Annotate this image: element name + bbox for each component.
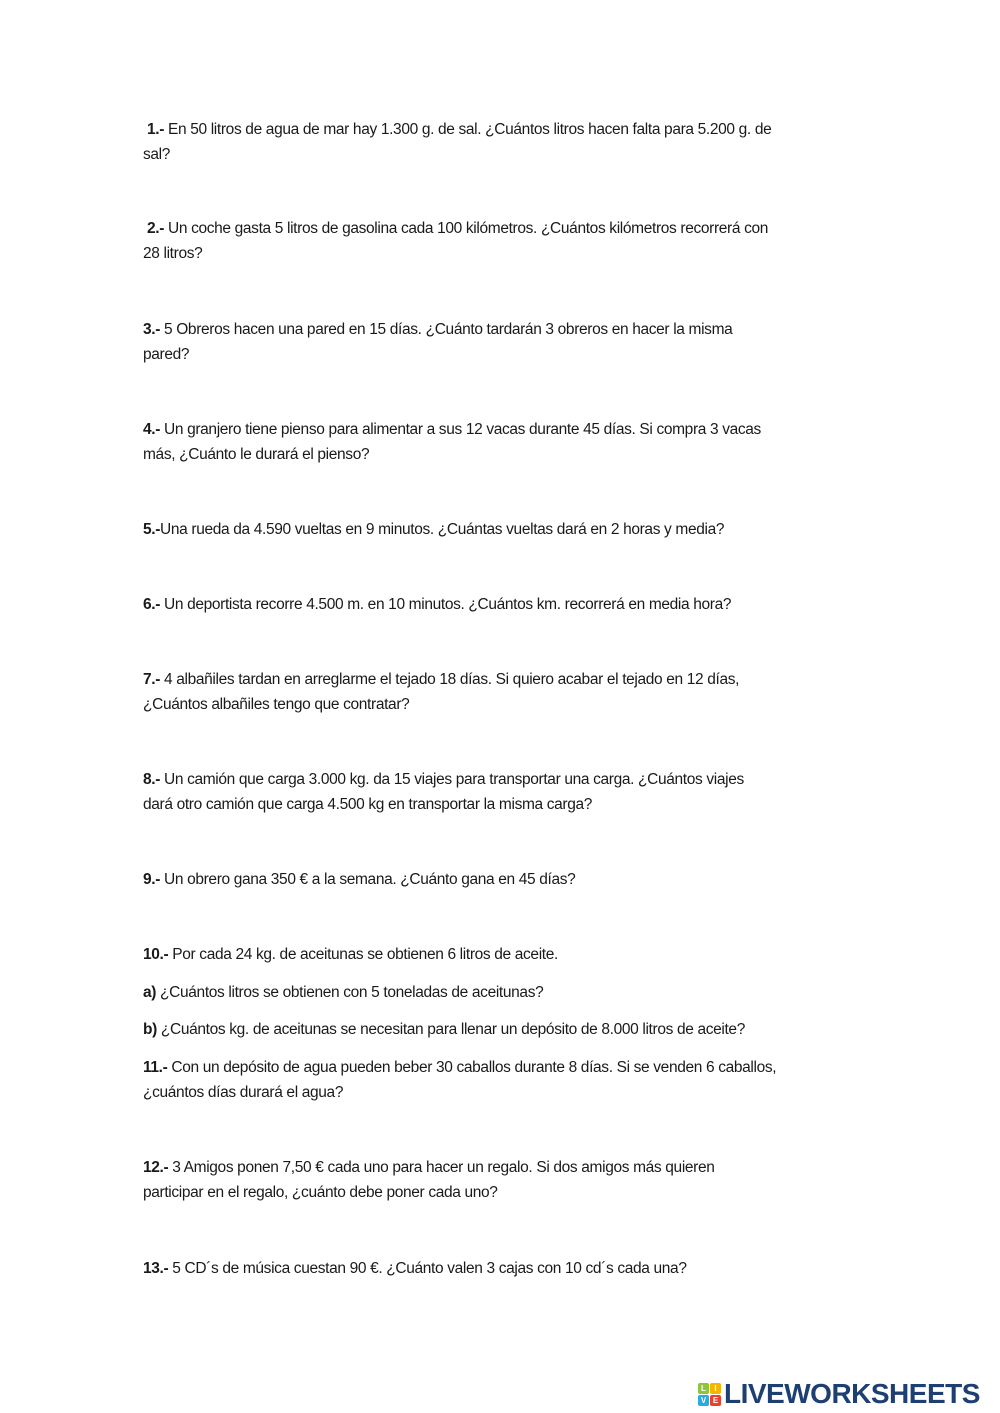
problem-14: [143, 1155, 715, 1205]
problem-text: dará otro camión que carga 4.500 kg en transportar la misma carga?: [143, 796, 593, 813]
problem-text: Por cada 24 kg. de aceitunas se obtienen 6 litros de aceite.: [168, 946, 558, 963]
problem-number: 6.-: [143, 596, 161, 613]
problem-line: [143, 667, 739, 692]
problem-line: [143, 142, 771, 167]
problem-line: [143, 1080, 776, 1105]
problem-text: Una rueda da 4.590 vueltas en 9 minutos. ¿Cuántas vueltas dará en 2 horas y media?: [160, 521, 725, 538]
problem-1: [143, 117, 772, 167]
problem-text: Un granjero tiene pienso para alimentar a sus 12 vacas durante 45 días. Si compra 3 vacas: [160, 421, 761, 438]
problem-text: Un coche gasta 5 litros de gasolina cada 100 kilómetros. ¿Cuántos kilómetros recorrerá con: [164, 220, 769, 237]
problem-number: 3.-: [143, 321, 161, 338]
problem-text: Un obrero gana 350 € a la semana. ¿Cuánto gana en 45 días?: [160, 871, 576, 888]
logo-tile: I: [710, 1383, 721, 1394]
problem-line: [143, 342, 732, 367]
logo-tile: E: [710, 1395, 721, 1406]
problem-number: 4.-: [143, 421, 161, 438]
problem-number: 1.-: [147, 121, 165, 138]
problem-line: [143, 1055, 776, 1080]
problem-number: 12.-: [143, 1159, 169, 1176]
problem-line: [143, 1256, 687, 1281]
logo-wordmark: LIVEWORKSHEETS: [724, 1378, 980, 1409]
logo-tiles-icon: [698, 1383, 721, 1406]
problem-text: 3 Amigos ponen 7,50 € cada uno para hacer un regalo. Si dos amigos más quieren: [168, 1159, 715, 1176]
problem-text: Con un depósito de agua pueden beber 30 caballos durante 8 días. Si se venden 6 caballos,: [167, 1059, 777, 1076]
problem-line: [143, 692, 739, 717]
problem-text: más, ¿Cuánto le durará el pienso?: [143, 446, 370, 463]
problem-text: participar en el regalo, ¿cuánto debe poner cada uno?: [143, 1184, 498, 1201]
problem-9: [143, 867, 575, 892]
problem-text: ¿Cuántos kg. de aceitunas se necesitan para llenar un depósito de 8.000 litros de aceite?: [156, 1021, 745, 1038]
problem-4: [143, 417, 761, 467]
problem-line: [143, 767, 744, 792]
problem-12: [143, 1017, 745, 1042]
problem-text: sal?: [143, 146, 171, 163]
problem-line: [147, 216, 768, 241]
problem-line: [143, 241, 768, 266]
problem-number: 8.-: [143, 771, 161, 788]
problem-number: 10.-: [143, 946, 169, 963]
problem-line: [143, 417, 761, 442]
problem-line: [147, 117, 771, 142]
problem-line: [143, 1180, 715, 1205]
problem-line: [143, 317, 732, 342]
logo-tile: L: [698, 1383, 709, 1394]
problem-number: 13.-: [143, 1260, 169, 1277]
problem-text: ¿Cuántos albañiles tengo que contratar?: [143, 696, 410, 713]
problem-text: 4 albañiles tardan en arreglarme el tejado 18 días. Si quiero acabar el tejado en 12 días,: [160, 671, 740, 688]
problem-5: [143, 517, 724, 542]
liveworksheets-logo: [698, 1378, 980, 1410]
problem-8: [143, 767, 744, 817]
problem-2: [143, 216, 769, 266]
problem-10: [143, 942, 558, 967]
problem-line: [143, 867, 575, 892]
problem-11: [143, 980, 543, 1005]
problem-line: [143, 442, 761, 467]
problem-6: [143, 592, 731, 617]
problem-text: ¿cuántos días durará el agua?: [143, 1084, 344, 1101]
problem-number: 7.-: [143, 671, 161, 688]
problem-text: pared?: [143, 346, 190, 363]
problem-line: [143, 792, 744, 817]
problem-number: 11.-: [143, 1059, 168, 1076]
problem-text: ¿Cuántos litros se obtienen con 5 toneladas de aceitunas?: [156, 984, 544, 1001]
problem-line: [143, 517, 724, 542]
problem-15: [143, 1256, 687, 1281]
problem-line: [143, 592, 731, 617]
problem-number: 9.-: [143, 871, 161, 888]
problem-text: Un deportista recorre 4.500 m. en 10 minutos. ¿Cuántos km. recorrerá en media hora?: [160, 596, 732, 613]
problem-7: [143, 667, 739, 717]
problem-number: 2.-: [147, 220, 165, 237]
problem-text: 28 litros?: [143, 245, 203, 262]
problem-3: [143, 317, 732, 367]
problem-line: [143, 980, 543, 1005]
problem-line: [143, 942, 558, 967]
problem-number: a): [143, 984, 157, 1001]
problem-line: [143, 1155, 715, 1180]
problem-text: En 50 litros de agua de mar hay 1.300 g. de sal. ¿Cuántos litros hacen falta para 5.200 g. de: [164, 121, 772, 138]
problem-13: [143, 1055, 776, 1105]
problem-text: Un camión que carga 3.000 kg. da 15 viajes para transportar una carga. ¿Cuántos viajes: [160, 771, 744, 788]
problem-text: 5 Obreros hacen una pared en 15 días. ¿Cuánto tardarán 3 obreros en hacer la misma: [160, 321, 733, 338]
problem-number: 5.-: [143, 521, 161, 538]
problem-number: b): [143, 1021, 157, 1038]
problem-text: 5 CD´s de música cuestan 90 €. ¿Cuánto valen 3 cajas con 10 cd´s cada una?: [168, 1260, 687, 1277]
logo-tile: V: [698, 1395, 709, 1406]
problem-line: [143, 1017, 745, 1042]
